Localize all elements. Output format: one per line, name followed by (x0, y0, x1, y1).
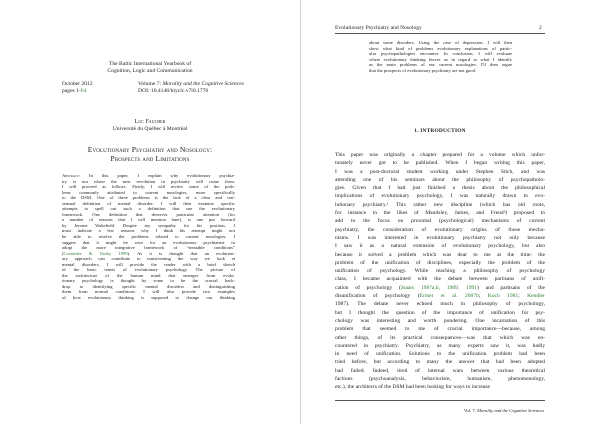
body-line: lutionary psychiatry.¹ This rather new discipline (which has old roots, (335, 201, 545, 208)
body-line: This paper was originally a chapter prepared for a volume which unfor- (335, 152, 545, 158)
issue-pages (62, 88, 122, 95)
abstract-line: show what kind of problems evolutionary explanations of partic- (369, 45, 512, 51)
journal-title-line2: Cognition, Logic and Communication (107, 67, 193, 74)
journal-title (0, 61, 300, 74)
abstract-line: ary approach can contribute to transforming the way we look at (62, 256, 235, 262)
abstract-line: by Jerome Wakefield. Despite my sympathy for his position, I (62, 222, 235, 228)
body-text (335, 151, 545, 392)
body-line: unification of psychology. While teaching a philosophy of psychology (335, 268, 545, 275)
paper-title (0, 145, 300, 163)
body-line: etc.), the architects of the DSM had been looking for ways to increase (335, 384, 490, 391)
abstract-line: to the DSM. One of these problems is the lack of a clear and con- (62, 195, 235, 201)
volume-info (138, 81, 298, 94)
body-line: problem of the unification of disciplines, especially the problem of the (335, 259, 545, 266)
abstract-line: be able to resolve the problems related to current nosologies. I (62, 234, 235, 240)
body-line: attending one of his seminars about the philosophy of psychopatholo- (335, 176, 545, 183)
abstract-continued (369, 40, 512, 73)
header-rule (335, 33, 545, 34)
doi: DOI: 10.4148/biyclc.v7i0.1776 (138, 87, 209, 94)
volume-title: Morality and the Cognitive Sciences (162, 81, 244, 87)
abstract-line: adopt the more integrative framework of “treatable conditions” (62, 245, 235, 251)
section-heading: 1. INTRODUCTION (414, 128, 466, 134)
body-line: problem that seemed to me of crucial importance—because, among (335, 326, 545, 333)
abstract-line: where evolutionary thinking leaves us in regard to what I identify (369, 56, 512, 62)
body-line: implications of evolutionary psychology, I was naturally drawn to evo- (335, 193, 545, 200)
body-line: countered in psychiatry. Psychiatry, as many experts saw it, was badly (335, 342, 545, 349)
abstract-line: as the main problems of our current nosologies. I'll then argue (369, 62, 512, 68)
body-line: for instance in the likes of Maudsley, James, and Freud²) proposed to (335, 210, 545, 217)
abstract-line: mental disorders, I will provide the reader with a brief sketch (62, 261, 235, 267)
body-line: psychiatry, the consideration of evolutionary origins of those mecha- (335, 226, 545, 233)
body-line: add to the focus on proximal (psychological) mechanisms of current (335, 218, 545, 225)
abstract-line: about some disorders. Using the case of depression, I will then (369, 40, 512, 45)
footer-prefix: Vol. 7: (463, 408, 478, 413)
abstract-line: that the prospects of evolutionary psychiatry are not good. (369, 67, 477, 73)
abstract-line: Abstract: In this paper, I explain why evolutionary psychia- (62, 173, 235, 178)
body-line: 1987). The debate never echoed much in philosophy of psychology, (335, 301, 545, 308)
citation-link[interactable]: Staats 1987a,b, 1989, 1991 (400, 284, 478, 291)
abstract-line: of how evolutionary thinking is supposed to change our thinking (62, 295, 235, 301)
abstract-line: a number of reasons that I will mention later), is one put forward (62, 217, 235, 223)
body-line: other things, of its practical consequences—was that which was en- (335, 334, 545, 341)
body-line: factions (psychoanalysis, behaviorism, humanism, phenomenology, (335, 376, 545, 383)
author-affiliation: Université du Québec à Montréal (112, 126, 188, 132)
body-line: nisms. I was interested in evolutionary psychiatry not only because (335, 234, 545, 241)
citation-link[interactable]: Koch 1981 (487, 293, 519, 300)
body-line: tried before, but according to many the answer that had been adopted (335, 359, 545, 366)
body-line: class, I became acquainted with the debate between partisans of unifi- (335, 276, 545, 283)
abstract-line: try is not where the next revolution in psychiatry will come from. (62, 178, 235, 184)
footer-title: Morality and the Cognitive Sciences (477, 408, 544, 413)
body-line: I saw it as a natural extension of evolutionary psychology, but also (335, 243, 545, 250)
issue-date: October 2012 (62, 81, 93, 87)
abstract-label: Abstract: (62, 173, 81, 178)
author-block (0, 119, 300, 133)
abstract (62, 173, 235, 301)
paper-title-line1: Evolutionary Psychiatry and Nosology: (87, 145, 213, 154)
abstract-line: sensual definition of mental disorder; I will then examine specific (62, 200, 235, 206)
footer (464, 408, 544, 414)
volume-prefix: Volume 7: (138, 81, 163, 87)
abstract-line: (Cosmides & Tooby 1999). As it is thought that an evolution- (62, 250, 235, 256)
body-line-with-citations: disunification of psychology (Ermer et al. 2007b; Koch 1981; Kendler (335, 293, 545, 300)
body-line: chology was interesting and worth pondering. One incarnation of this (335, 317, 545, 324)
abstract-line: I will proceed as follows. Firstly, I will review some of the prob- (62, 184, 235, 190)
footer-rule (335, 400, 545, 401)
body-line: had failed. Indeed, tired of internal wars between various theoretical (335, 367, 545, 374)
abstract-line: drop to identifying specific mental disorders and distinguishing (62, 283, 235, 289)
body-line: gies. Given that I had just finished a thesis about the philosophical (335, 185, 545, 192)
abstract-line: must indicate a few reasons why I think his attempt might not (62, 228, 235, 234)
abstract-line: the architecture of the human mind that emerges from evolu- (62, 272, 235, 278)
citation-link[interactable]: Ermer et al. 2007b (419, 293, 479, 300)
abstract-line: lems commonly attributed to current nosologies, more specifically (62, 189, 235, 195)
abstract-line: ular psychopathologies encounter. In conclusion, I will evaluate (369, 51, 512, 57)
abstract-line: suggest that it might be wise for an evolutionary psychiatrist to (62, 239, 235, 245)
issue-info (62, 81, 122, 94)
pages-link[interactable]: 64 (80, 87, 87, 94)
citation-link[interactable]: Kendler (527, 293, 545, 300)
body-line: I was a post-doctoral student working under Stephen Stich, and was (335, 168, 545, 175)
body-line: but I thought the question of the importance of unification for psy- (335, 309, 545, 316)
pages-prefix: pages 1- (62, 87, 81, 94)
abstract-line: attempts to spell out such a definition that use the evolutionary (62, 206, 235, 212)
abstract-line: them from normal conditions. I will also provide two examples (62, 289, 235, 295)
body-line: because it solved a problem which was dear to me at the time: the (335, 251, 545, 258)
page-number: 2 (539, 25, 542, 31)
body-line: tunately never got to be published. When I began writing this paper, (335, 160, 545, 167)
body-line-with-citations: cation of psychology (Staats 1987a,b, 1989, 1991) and partisans of the (335, 284, 545, 291)
abstract-line: of the basic tenets of evolutionary psychology. The picture of (62, 267, 235, 273)
page-2 (301, 0, 600, 424)
running-head: Evolutionary Psychiatry and Nosology (335, 25, 422, 31)
paper-title-line2: Prospects and Limitations (110, 154, 190, 163)
body-line: in need of unification. Solutions to the unification problem had been (335, 351, 545, 358)
author-name: Luc Faucher (134, 119, 166, 125)
abstract-line: tionary psychology is thought by some to be the crucial back- (62, 278, 235, 284)
abstract-line: framework. One definition that deserves particular attention (for (62, 211, 235, 217)
journal-title-line1: The Baltic International Yearbook of (108, 61, 192, 67)
citation-link[interactable]: Cosmides & Tooby 1999 (63, 250, 128, 256)
